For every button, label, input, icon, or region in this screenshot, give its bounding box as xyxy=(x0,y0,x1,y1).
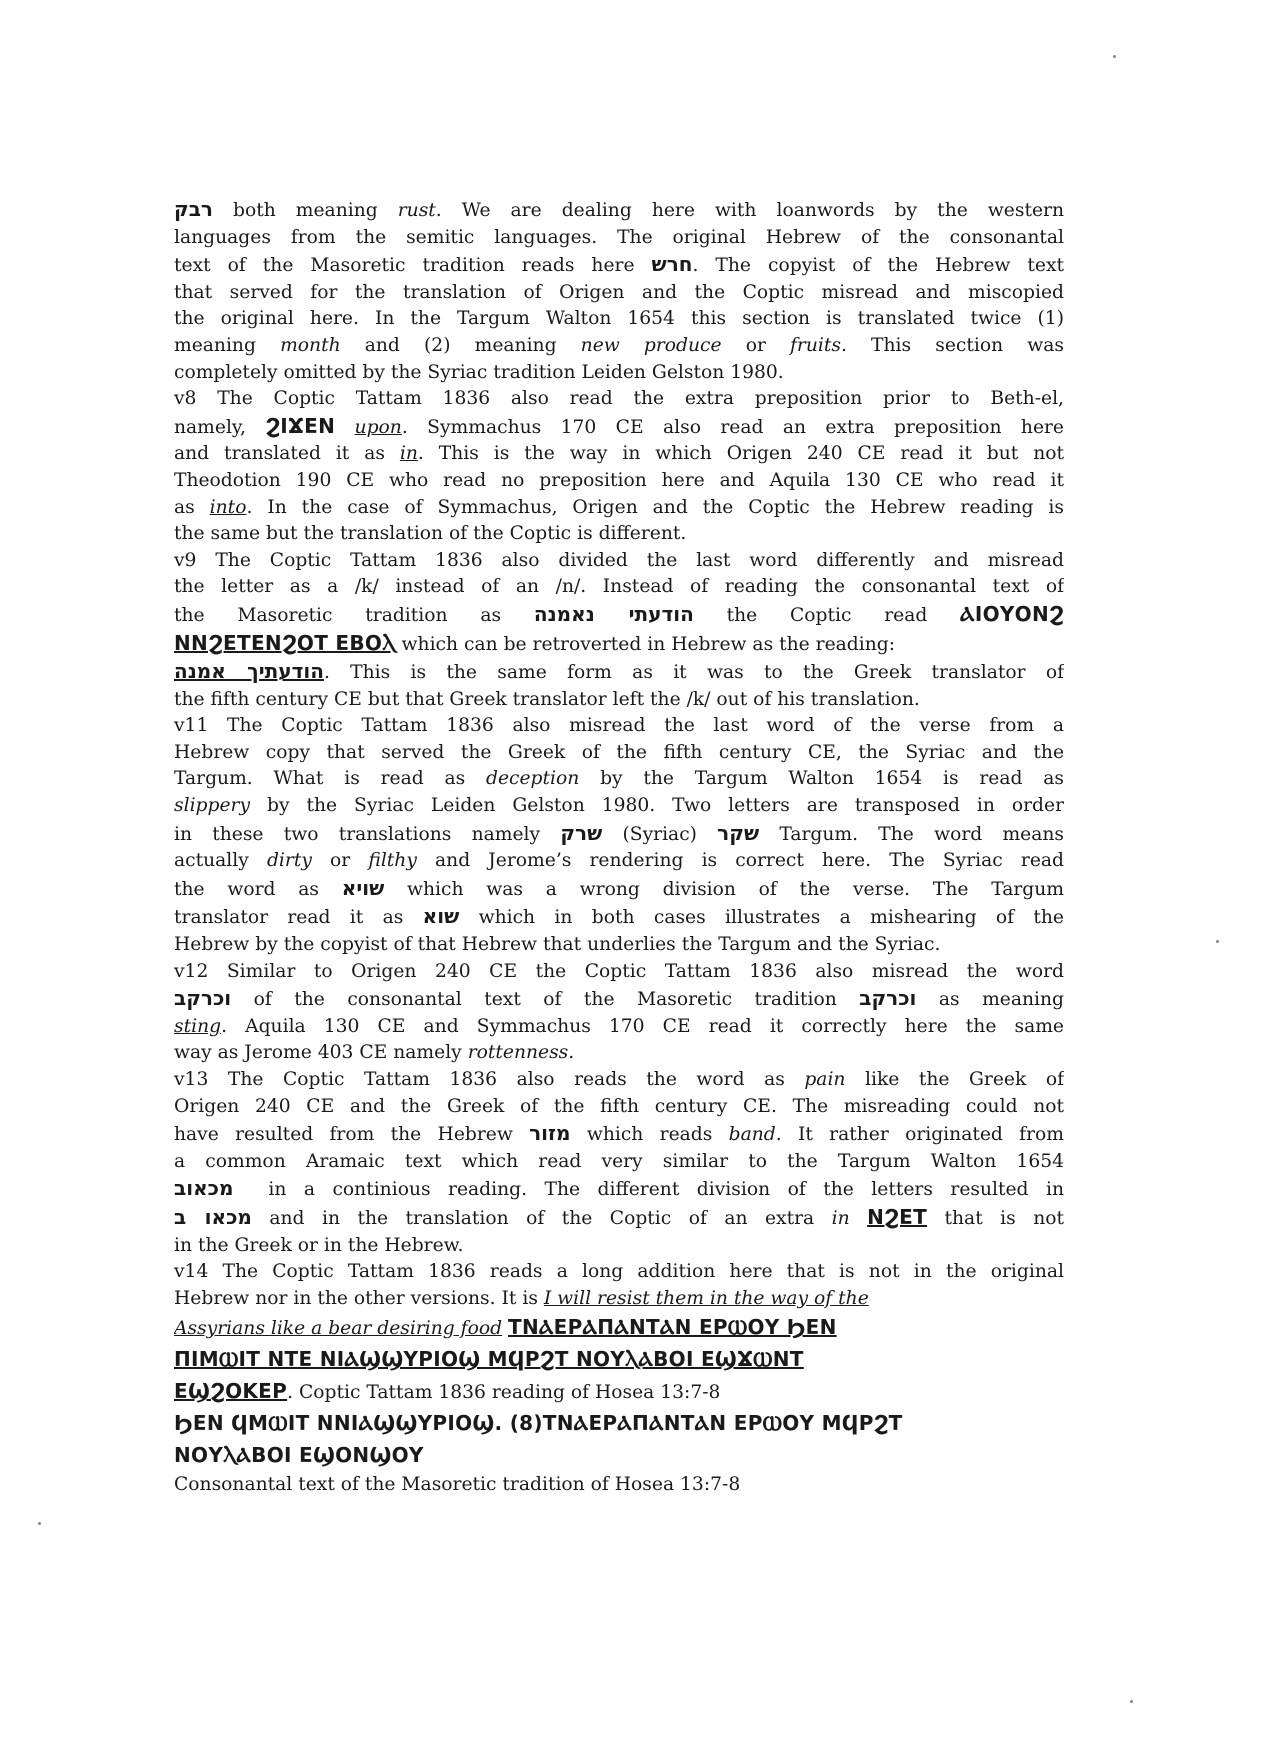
text-run: languages from the semitic languages. The original Hebrew of the consonantal xyxy=(174,226,1064,248)
text-line xyxy=(174,1408,1064,1440)
coptic-text: ΕϢϨΟΚΕΡ xyxy=(174,1379,288,1404)
hebrew-word: שויא xyxy=(341,875,385,900)
italic-term: dirty xyxy=(266,850,312,872)
italic-term: in xyxy=(831,1207,850,1229)
text-run: v9 The Coptic Tattam 1836 also divided the last word differently and misread xyxy=(174,549,1064,571)
text-run: . This is the same form as it was to the Greek translator of xyxy=(323,662,1064,684)
text-run: We are dealing here with loanwords by the western xyxy=(441,200,1064,221)
text-line xyxy=(174,280,1064,307)
text-run xyxy=(335,417,354,438)
text-line xyxy=(174,875,1064,904)
text-run: It rather originated from xyxy=(781,1124,1064,1146)
text-run: v11 The Coptic Tattam 1836 also misread the last word of the verse from a xyxy=(174,715,1064,737)
italic-term: new produce xyxy=(580,334,722,356)
text-run: or xyxy=(311,850,369,872)
text-line xyxy=(174,360,1064,387)
italic-term: band. xyxy=(728,1124,782,1146)
italic-term: upon xyxy=(354,416,402,438)
italic-term: sting xyxy=(174,1015,222,1037)
text-line xyxy=(174,1286,1064,1313)
italic-term: fruits. xyxy=(790,334,847,356)
text-run: v12 Similar to Origen 240 CE the Coptic Tattam 1836 also misread the word xyxy=(174,960,1064,982)
text-line xyxy=(174,848,1064,875)
text-line xyxy=(174,1472,1064,1499)
text-run: or xyxy=(721,334,790,356)
scan-speck xyxy=(1216,940,1219,943)
text-line xyxy=(174,333,1064,360)
text-line xyxy=(174,386,1064,413)
italic-term: pain xyxy=(804,1069,846,1090)
hebrew-word: וכרקב xyxy=(859,986,917,1011)
text-run: have resulted from the Hebrew xyxy=(174,1124,530,1146)
coptic-text: ⲀΙΟΥΟΝϨ xyxy=(960,601,1064,626)
scan-speck xyxy=(1130,1700,1133,1703)
italic-term: Assyrians like a bear desiring food xyxy=(174,1318,503,1340)
text-line xyxy=(174,306,1064,333)
text-run: which in both cases illustrates a mishearing of the xyxy=(459,907,1064,929)
hebrew-word: חרש xyxy=(651,252,693,277)
coptic-text: ΠΙΜⲰΙΤ ΝΤΕ ΝΙⲀϢϢΥΡΙΟϢ ΜϤΡϨΤ ΝΟΥⲖⲀΒΟΙ ΕϢϪⲰΝΤ xyxy=(174,1347,804,1372)
text-run: Hebrew nor in the other versions. It is xyxy=(174,1287,544,1309)
text-run: translator read it as xyxy=(174,907,423,929)
text-run: which reads xyxy=(570,1124,729,1146)
text-run: . In the case of Symmachus, Origen and the Coptic the Hebrew reading is xyxy=(246,496,1064,518)
text-line xyxy=(174,601,1064,630)
text-run: the word as xyxy=(174,878,342,900)
text-line xyxy=(174,468,1064,495)
text-run: . This is the way in which Origen 240 CE read it but not xyxy=(417,443,1064,465)
text-run: and Jerome’s rendering is correct here. The Syriac read xyxy=(416,850,1064,872)
text-run: and in the translation of the Coptic of an extra xyxy=(251,1207,832,1229)
italic-term: in xyxy=(399,443,418,465)
hebrew-word: מכאו ב xyxy=(174,1204,252,1229)
text-run: in a continious reading. The different division of the letters resulted in xyxy=(233,1179,1064,1201)
text-run: v13 The Coptic Tattam 1836 also reads the word as xyxy=(174,1069,805,1090)
hebrew-word: מזור xyxy=(529,1121,571,1146)
text-run xyxy=(850,1208,867,1229)
text-line xyxy=(174,196,1064,225)
scan-speck xyxy=(38,1522,41,1525)
text-line xyxy=(174,932,1064,959)
text-run: both meaning xyxy=(212,200,398,221)
text-run: Theodotion 190 CE who read no preposition here and Aquila 130 CE who read it xyxy=(174,469,1064,491)
text-run: a common Aramaic text which read very similar to the Targum Walton 1654 xyxy=(174,1150,1064,1172)
text-run: meaning xyxy=(174,334,281,356)
text-line xyxy=(174,1067,1064,1094)
text-line xyxy=(174,1344,1064,1376)
italic-term: deception xyxy=(485,768,580,790)
text-run: as meaning xyxy=(916,989,1064,1011)
text-line xyxy=(174,495,1064,522)
text-run: the fifth century CE but that Greek translator left the /k/ out of his translation. xyxy=(174,688,920,710)
text-run: the same but the translation of the Coptic is different. xyxy=(174,523,687,545)
text-line xyxy=(174,548,1064,575)
text-run: in these two translations namely xyxy=(174,823,561,845)
text-line xyxy=(174,1204,1064,1233)
text-line xyxy=(174,959,1064,986)
text-run: and (2) meaning xyxy=(340,334,581,356)
text-line xyxy=(174,766,1064,793)
text-run: (Syriac) xyxy=(602,823,718,845)
text-line xyxy=(174,1440,1064,1472)
text-run: which can be retroverted in Hebrew as the reading: xyxy=(395,633,896,655)
text-line xyxy=(174,1312,1064,1344)
text-line xyxy=(174,225,1064,252)
text-line xyxy=(174,1014,1064,1041)
hebrew-word: וכרקב xyxy=(174,986,232,1011)
text-run: that is not xyxy=(927,1207,1064,1229)
text-run: which was a wrong division of the verse. The Targum xyxy=(384,878,1064,900)
text-run: way as Jerome 403 CE namely xyxy=(174,1042,468,1064)
text-run: actually xyxy=(174,850,267,872)
text-line xyxy=(174,1149,1064,1176)
hebrew-word: רבק xyxy=(174,197,213,221)
text-run: . Coptic Tattam 1836 reading of Hosea 13:7-8 xyxy=(287,1382,721,1404)
text-line xyxy=(174,1094,1064,1121)
italic-term: month xyxy=(280,334,341,356)
coptic-text: ϦΕΝ ϤΜⲰΙΤ ΝΝΙⲀϢϢΥΡΙΟϢ. (8)ΤΝⲀΕΡⲀΠⲀΝΤⲀΝ ΕΡⲰΟΥ ΜϤΡϨΤ xyxy=(174,1411,903,1436)
text-line xyxy=(174,1259,1064,1286)
text-run: like the Greek of xyxy=(845,1069,1064,1090)
text-line xyxy=(174,713,1064,740)
coptic-text: ΤΝⲀΕΡⲀΠⲀΝΤⲀΝ ΕΡⲰΟΥ ϦΕΝ xyxy=(508,1315,837,1340)
hebrew-word: שקר xyxy=(717,820,760,845)
text-run: the Masoretic tradition as xyxy=(174,604,534,626)
text-line xyxy=(174,413,1064,442)
text-line xyxy=(174,251,1064,280)
document-body xyxy=(174,196,1064,1499)
hebrew-word: מכאוב xyxy=(174,1176,234,1201)
text-run: This section was xyxy=(846,334,1064,356)
text-run: the original here. In the Targum Walton 1654 this section is translated twice (1) xyxy=(174,308,1064,330)
coptic-text: ΝΝϨΕΤΕΝϨΟΤ ΕΒΟⲖ xyxy=(174,630,396,655)
text-run: completely omitted by the Syriac tradition Leiden Gelston 1980. xyxy=(174,361,784,383)
text-run: as xyxy=(174,496,210,518)
text-line xyxy=(174,1040,1064,1067)
text-run: v8 The Coptic Tattam 1836 also read the extra preposition prior to Beth-el, xyxy=(174,388,1064,410)
italic-term: rust. xyxy=(397,200,442,221)
text-line xyxy=(174,658,1064,687)
text-run: the letter as a /k/ instead of an /n/. Instead of reading the consonantal text of xyxy=(174,576,1064,598)
coptic-text: ΝΟΥⲖⲀΒΟΙ ΕϢΟΝϢΟΥ xyxy=(174,1443,424,1468)
text-line xyxy=(174,1233,1064,1260)
text-run: v14 The Coptic Tattam 1836 reads a long addition here that is not in the original xyxy=(174,1261,1064,1283)
text-run: Targum. What is read as xyxy=(174,768,486,790)
text-line xyxy=(174,1175,1064,1204)
coptic-text: ϨΙϪΕΝ xyxy=(265,413,336,438)
italic-term: into xyxy=(209,496,247,518)
text-line xyxy=(174,630,1064,659)
text-line xyxy=(174,1120,1064,1149)
text-line xyxy=(174,687,1064,714)
hebrew-word: הודעתי נאמנה xyxy=(533,601,694,626)
hebrew-word: הודעתיך אמנה xyxy=(174,659,324,684)
scan-speck xyxy=(1113,55,1116,58)
hebrew-word: שוא xyxy=(422,904,460,929)
text-run: Targum. The word means xyxy=(759,823,1064,845)
hebrew-word: שרק xyxy=(560,820,603,845)
italic-term: rottenness. xyxy=(467,1042,575,1064)
text-run: namely, xyxy=(174,416,266,438)
text-run: in the Greek or in the Hebrew. xyxy=(174,1234,464,1256)
text-run: by the Targum Walton 1654 is read as xyxy=(579,768,1064,790)
coptic-text: ΝϨΕΤ xyxy=(867,1204,928,1229)
italic-term: filthy xyxy=(368,850,417,872)
text-run: Origen 240 CE and the Greek of the fifth century CE. The misreading could not xyxy=(174,1095,1064,1117)
italic-term: I will resist them in the way of the xyxy=(543,1287,869,1309)
text-run: . Symmachus 170 CE also read an extra preposition here xyxy=(401,416,1064,438)
text-run: by the Syriac Leiden Gelston 1980. Two letters are transposed in order xyxy=(250,795,1064,817)
text-line xyxy=(174,441,1064,468)
text-run: . Aquila 130 CE and Symmachus 170 CE read it correctly here the same xyxy=(221,1015,1064,1037)
text-run: Hebrew by the copyist of that Hebrew that underlies the Targum and the Syriac. xyxy=(174,934,941,956)
text-run: Hebrew copy that served the Greek of the fifth century CE, the Syriac and the xyxy=(174,741,1064,763)
text-run: the Coptic read xyxy=(693,604,961,626)
text-line xyxy=(174,820,1064,849)
text-run: text of the Masoretic tradition reads here xyxy=(174,255,652,277)
text-line xyxy=(174,985,1064,1014)
text-line xyxy=(174,740,1064,767)
text-run: Consonantal text of the Masoretic tradition of Hosea 13:7-8 xyxy=(174,1474,741,1496)
italic-term: slippery xyxy=(174,795,251,817)
text-run: . The copyist of the Hebrew text xyxy=(692,255,1064,277)
text-line xyxy=(174,903,1064,932)
text-run: and translated it as xyxy=(174,443,400,465)
text-run: of the consonantal text of the Masoretic tradition xyxy=(231,989,860,1011)
text-line xyxy=(174,521,1064,548)
text-line xyxy=(174,1376,1064,1408)
text-run: that served for the translation of Origen and the Coptic misread and miscopied xyxy=(174,281,1064,303)
text-line xyxy=(174,793,1064,820)
text-line xyxy=(174,574,1064,601)
